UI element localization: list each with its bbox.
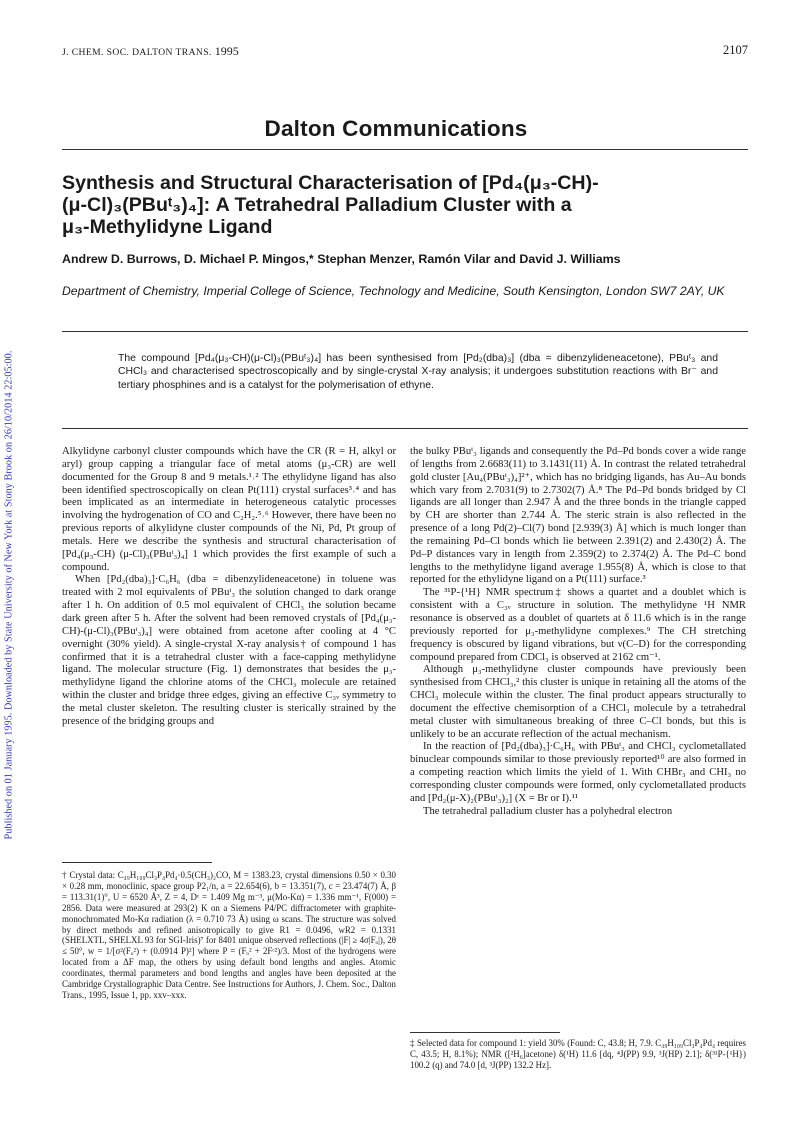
body-paragraph: In the reaction of [Pd₂(dba)₃]·C₆H₆ with PBuᵗ₃ and CHCl₃ cyclometallated binuclear compounds similar to those previously reported¹⁰ are also formed in a competing reaction which limits the yield of 1. With CHBr₃ and CHI₃ no corresponding cluster compounds were formed, only cyclometallated products and [Pd₂(μ-X)₂(PBuᵗ₃)₂] (X = Br or I).¹¹ (410, 741, 746, 804)
crystal-data-footnote (62, 870, 396, 1001)
body-paragraph: the bulky PBuᵗ₃ ligands and consequently the Pd–Pd bonds cover a wide range of lengths from 2.6683(11) to 3.1431(11) Å. In contrast the related tetrahedral gold cluster [Au₄(PBuᵗ₃)₄]²⁺, which has no bridging ligands, has Au–Au bonds which vary from 2.7031(9) to 2.7302(7) Å.⁸ The Pd–Pd bonds bridged by Cl ligands are all longer than 2.947 Å and the three bonds in the triangle capped by CH are shorter than 2.744 Å. The steric strain is also reflected in the presence of a long Pd(2)–Cl(7) bond [2.939(3) Å] which is much longer than the remaining Pd–Cl bonds which lie between 2.391(2) and 2.430(2) Å. The Pd–P distances vary in length from 2.359(2) to 2.374(2) Å. The Pd–C bond lengths to the methylidyne ligand average 1.955(8) Å, which is close to that reported for the ethylidyne ligand on a Pt(111) surface.³ (410, 446, 746, 586)
footnote-text: ‡ Selected data for compound 1: yield 30% (Found: C, 43.8; H, 7.9. C₄₉H₁₀₉Cl₃P₄Pd₄ requires C, 43.5; H, 8.1%); NMR ([²H₆]acetone) δ(¹H) 11.6 [dq, ⁴J(PP) 9.9, ³J(HP) 2.1]; δ(³¹P-{¹H}) 100.2 (q) and 74.0 [d, ³J(PP) 132.2 Hz]. (410, 1038, 746, 1070)
download-watermark (2, 180, 16, 1010)
running-head (62, 44, 239, 59)
section-title: Dalton Communications (264, 116, 528, 141)
body-paragraph: Although μ₃-methylidyne cluster compounds have previously been synthesised from CHCl₃,² this cluster is unique in retaining all the atoms of the CHCl₃ molecule within the cluster. The final product appears structurally to document the effective chemisorption of a CHCl₃ molecule by a tetrahedral metal cluster with simultaneous breaking of three C–Cl bonds, but this is unlikely to be an accurate reflection of the actual mechanism. (410, 664, 746, 740)
title-line: Synthesis and Structural Characterisation of [Pd₄(μ₃-CH)- (62, 172, 599, 194)
abstract-top-rule (62, 331, 748, 332)
nmr-data-footnote (410, 1038, 746, 1071)
body-paragraph: The ³¹P-{¹H} NMR spectrum‡ shows a quartet and a doublet which is consistent with a C₃ᵥ structure in solution. The methylidyne ¹H NMR resonance is observed as a doublet of quartets at δ 11.6 which is in the range previously reported for μ₃-methylidyne complexes.⁹ The CH stretching frequency is obscured by ligand vibrations, but ν(C–D) for the corresponding compound prepared from CDCl₃ is observed at 2162 cm⁻¹. (410, 587, 746, 663)
body-paragraph: When [Pd₂(dba)₃]·C₆H₆ (dba = dibenzylideneacetone) in toluene was treated with 2 mol equivalents of PBuᵗ₃ the solution changed to dark orange after 1 h. On addition of 0.5 mol equivalent of CHCl₃ the solution became dark green after 5 h. After the solvent had been removed crystals of [Pd₄(μ₃-CH)-(μ-Cl)₃(PBuᵗ₃)₄] were obtained from acetone after cooling at 4 °C overnight (30% yield). A single-crystal X-ray analysis† of compound 1 has confirmed that it is a tetrahedral cluster with a face-capping methylidyne ligand. The molecular structure (Fig. 1) demonstrates that besides the μ₃-methylidyne ligand the chlorine atoms of the CHCl₃ molecule are retained within the cluster and bridge three edges, giving an effective C₃ᵥ symmetry to the metal cluster skeleton. The resulting cluster is sterically strained by the presence of the bridging groups and (62, 574, 396, 727)
right-column (410, 446, 746, 818)
title-line: μ₃-Methylidyne Ligand (62, 216, 273, 238)
left-column (62, 446, 396, 729)
download-watermark-text: Published on 01 January 1995. Downloaded by State University of New York at Stony Brook on 26/10/2014 22:05:00. (3, 350, 15, 840)
title-line: (μ-Cl)₃(PBuᵗ₃)₄]: A Tetrahedral Palladium Cluster with a (62, 194, 572, 216)
article-title (62, 172, 752, 238)
page-number: 2107 (723, 43, 748, 57)
body-paragraph: Alkylidyne carbonyl cluster compounds which have the CR (R = H, alkyl or aryl) group capping a triangular face of metal atoms (μ₃-CR) are well documented for the Group 8 and 9 metals.¹˒² The ethylidyne ligand has also been identified spectroscopically on clean Pt(111) crystal surfaces³˒⁴ and has been implicated as an intermediate in heterogeneous catalytic processes involving the hydrogenation of CO and C₂H₂.⁵˒⁶ However, there have been no previous reports of alkylidyne cluster compounds of the Ni, Pd, Pt group of metals. Here we describe the synthesis and structural characterisation of [Pd₄(μ₃-CH) (μ-Cl)₃(PBuᵗ₃)₄] 1 which provides the first example of such a compound. (62, 446, 396, 573)
footnote-rule (62, 862, 212, 863)
body-paragraph: The tetrahedral palladium cluster has a polyhedral electron (423, 805, 673, 817)
affiliation: Department of Chemistry, Imperial College of Science, Technology and Medicine, South Kensington, London SW7 2AY, UK (62, 284, 725, 298)
abstract: The compound [Pd₄(μ₃-CH)(μ-Cl)₃(PBuᵗ₃)₄] has been synthesised from [Pd₂(dba)₃] (dba = dibenzylideneacetone), PBuᵗ₃ and CHCl₃ and characterised spectroscopically and by single-crystal X-ray analysis; it undergoes substitution reactions with Br⁻ and tertiary phosphines and is a catalyst for the polymerisation of ethyne. (118, 353, 718, 391)
author-list: Andrew D. Burrows, D. Michael P. Mingos,* Stephan Menzer, Ramón Vilar and David J. Williams (62, 252, 621, 266)
section-rule (62, 149, 748, 150)
footnote-rule (410, 1032, 560, 1033)
journal-name: J. CHEM. SOC. DALTON TRANS. (62, 47, 212, 58)
abstract-bottom-rule (62, 428, 748, 429)
footnote-text: † Crystal data: C₄₉H₁₀₉Cl₃P₄Pd₄·0.5(CH₃)₂CO, M = 1383.23, crystal dimensions 0.50 × 0.30 × 0.28 mm, monoclinic, space group P2₁/n, a = 22.654(6), b = 13.351(7), c = 23.474(7) Å, β = 113.31(1)°, U = 6520 Å³, Z = 4, Dᶜ = 1.409 Mg m⁻³, μ(Mo-Kα) = 1.336 mm⁻¹, F(000) = 2856. Data were measured at 293(2) K on a Siemens P4/PC diffractometer with graphite-monochromated Mo-Kα radiation (λ = 0.710 73 Å) using ω scans. The structure was solved by direct methods and refined anisotropically to give R1 = 0.0496, wR2 = 0.1331 (SHELXTL, SHELXL 93 for SGI-Iris)⁷ for 8401 unique observed reflections (|F| ≥ 4σ|Fₒ|), 2θ ≤ 50°, w = 1/[σ²(Fₒ²) + (0.0914 P)²] where P = (Fₒ² + 2Fᶜ²)/3. Most of the hydrogens were located from a ΔF map, the others by using default bond lengths and angles. Atomic coordinates, thermal parameters and bond lengths and angles have been deposited at the Cambridge Crystallographic Data Centre. See Instructions for Authors, J. Chem. Soc., Dalton Trans., 1995, Issue 1, pp. xxv–xxx. (62, 870, 396, 1000)
journal-year: 1995 (214, 44, 239, 58)
